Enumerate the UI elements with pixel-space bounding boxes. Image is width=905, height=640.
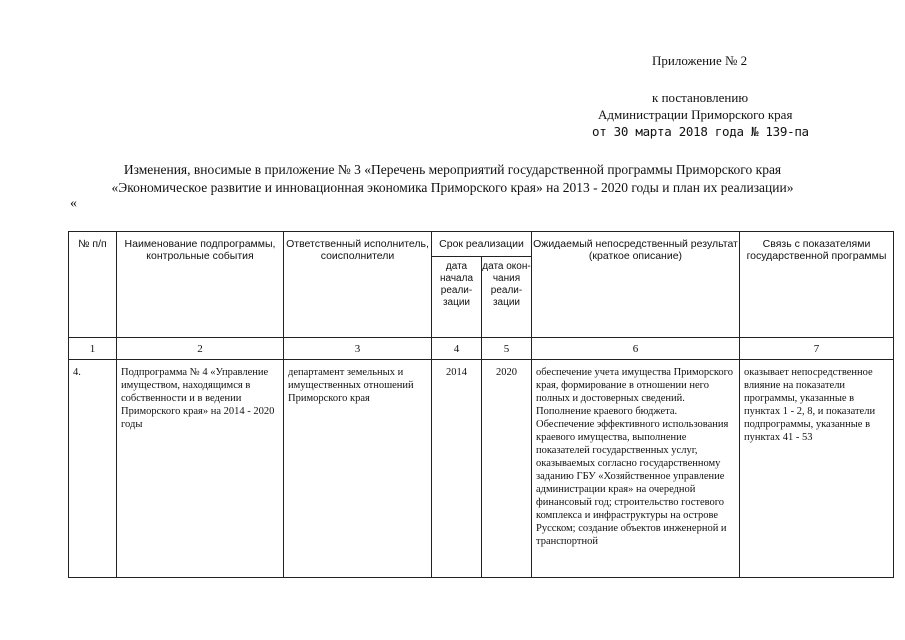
opening-quote: « — [70, 196, 77, 211]
table-row — [69, 360, 894, 578]
measures-table — [68, 231, 894, 578]
header-name: Наименование подпрограммы, контрольные события — [117, 232, 284, 338]
header-num: № п/п — [69, 232, 117, 338]
administration-label: Администрации Приморского края — [598, 107, 793, 122]
column-number: 2 — [117, 338, 284, 360]
header-end-date: дата окон-чания реали-зации — [482, 257, 532, 338]
row-link: оказывает непосредственное влияние на показатели программы, указанные в пунктах 1 - 2, 8, и показатели подпрограммы, указанные в пунктах 41 - 53 — [744, 367, 876, 443]
header-period: Срок реализации — [432, 232, 532, 257]
row-end-year: 2020 — [496, 367, 517, 378]
appendix-label: Приложение № 2 — [652, 53, 748, 68]
document-title-line1: Изменения, вносимые в приложение № 3 «Перечень мероприятий государственной программы Приморского края — [123, 162, 782, 177]
column-number: 7 — [740, 338, 894, 360]
resolution-label: к постановлению — [652, 90, 749, 105]
column-number: 4 — [432, 338, 482, 360]
header-start-date: дата начала реали-зации — [432, 257, 482, 338]
row-num: 4. — [73, 367, 81, 378]
document-title-line2: «Экономическое развитие и инновационная экономика Приморского края» на 2013 - 2020 годы и план их реализации» — [111, 180, 794, 195]
row-name: Подпрограмма № 4 «Управление имуществом, находящимся в собственности и в ведении Приморского края» на 2014 - 2020 годы — [121, 367, 275, 430]
table-header-row — [69, 232, 894, 257]
date-number-label: от 30 марта 2018 года № 139-па — [592, 124, 809, 139]
column-number: 6 — [532, 338, 740, 360]
row-start-year: 2014 — [446, 367, 467, 378]
column-number-row — [69, 338, 894, 360]
header-result: Ожидаемый непосредственный результат (краткое описание) — [532, 232, 740, 338]
header-executor: Ответственный исполнитель, соисполнители — [284, 232, 432, 338]
column-number: 5 — [482, 338, 532, 360]
header-link: Связь с показателями государственной программы — [740, 232, 894, 338]
column-number: 1 — [69, 338, 117, 360]
row-executor: департамент земельных и имущественных отношений Приморского края — [288, 367, 414, 404]
column-number: 3 — [284, 338, 432, 360]
row-result: обеспечение учета имущества Приморского края, формирование в отношении него полных и достоверных сведений. Пополнение краевого бюджета. Обеспечение эффективного использования краевого имущества, выполнение показателей государственных услуг, оказываемых согласно государственному заданию ГБУ «Хозяйственное управление администрации края» на очередной финансовый год; строительство гостевого комплекса и инфраструктуры на острове Русском; создание объектов инженерной и транспортной — [536, 367, 733, 547]
